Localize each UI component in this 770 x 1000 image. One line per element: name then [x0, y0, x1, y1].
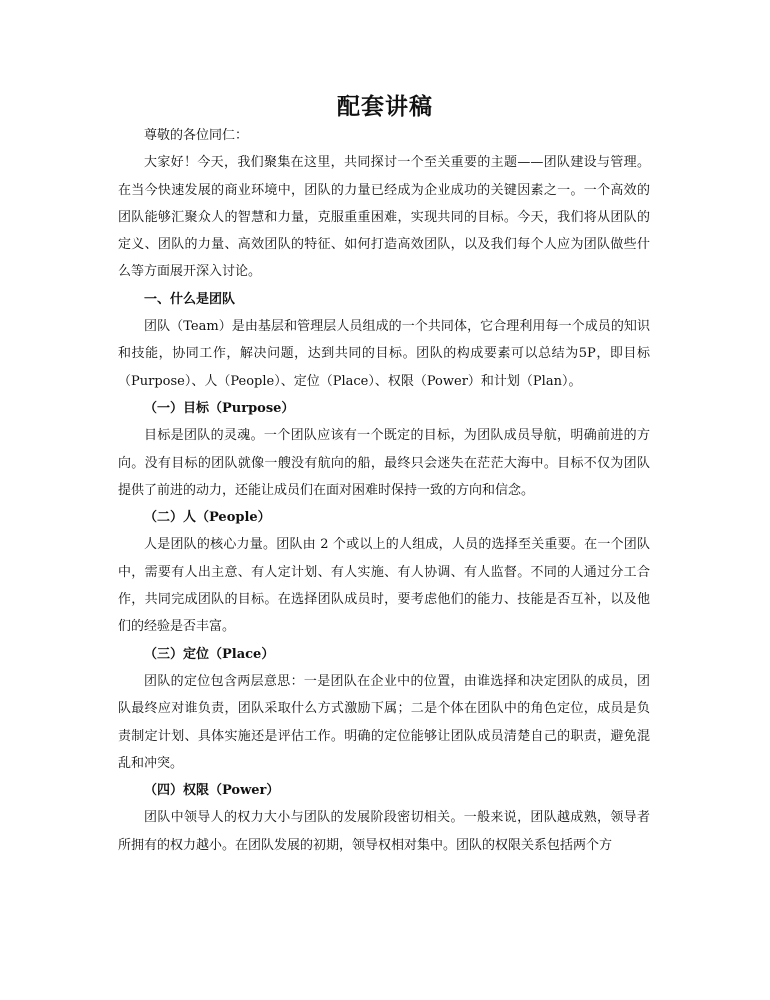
document-title: 配套讲稿	[337, 93, 433, 120]
document-body	[118, 122, 650, 859]
section-heading-team-definition: 一、什么是团队	[144, 291, 236, 307]
intro-paragraph: 大家好！今天，我们聚集在这里，共同探讨一个至关重要的主题——团队建设与管理。在当今快速发展的商业环境中，团队的力量已经成为企业成功的关键因素之一。一个高效的团队能够汇聚众人的智慧和力量，克服重重困难，实现共同的目标。今天，我们将从团队的定义、团队的力量、高效团队的特征、如何打造高效团队，以及我们每个人应为团队做些什么等方面展开深入讨论。	[118, 155, 650, 280]
subsection-paragraph-purpose: 目标是团队的灵魂。一个团队应该有一个既定的目标，为团队成员导航，明确前进的方向。没有目标的团队就像一艘没有航向的船，最终只会迷失在茫茫大海中。目标不仅为团队提供了前进的动力，还能让成员们在面对困难时保持一致的方向和信念。	[118, 428, 650, 498]
subsection-paragraph-power: 团队中领导人的权力大小与团队的发展阶段密切相关。一般来说，团队越成熟，领导者所拥有的权力越小。在团队发展的初期，领导权相对集中。团队的权限关系包括两个方	[118, 810, 650, 853]
greeting: 尊敬的各位同仁：	[144, 128, 249, 143]
subsection-heading-place: （三）定位（Place）	[144, 646, 275, 662]
subsection-paragraph-place: 团队的定位包含两层意思：一是团队在企业中的位置，由谁选择和决定团队的成员，团队最终应对谁负责，团队采取什么方式激励下属；二是个体在团队中的角色定位，成员是负责制定计划、具体实施还是评估工作。明确的定位能够让团队成员清楚自己的职责，避免混乱和冲突。	[118, 673, 650, 771]
subsection-heading-power: （四）权限（Power）	[144, 783, 280, 799]
section-paragraph-team-definition: 团队（Team）是由基层和管理层人员组成的一个共同体，它合理利用每一个成员的知识和技能，协同工作，解决问题，达到共同的目标。团队的构成要素可以总结为5P，即目标（Purpose）、人（People）、定位（Place）、权限（Power）和计划（Plan）。	[118, 319, 650, 389]
subsection-heading-people: （二）人（People）	[144, 510, 271, 526]
subsection-heading-purpose: （一）目标（Purpose）	[144, 400, 295, 416]
subsection-paragraph-people: 人是团队的核心力量。团队由 2 个或以上的人组成，人员的选择至关重要。在一个团队中，需要有人出主意、有人定计划、有人实施、有人协调、有人监督。不同的人通过分工合作，共同完成团队的目标。在选择团队成员时，要考虑他们的能力、技能是否互补，以及他们的经验是否丰富。	[118, 537, 650, 635]
